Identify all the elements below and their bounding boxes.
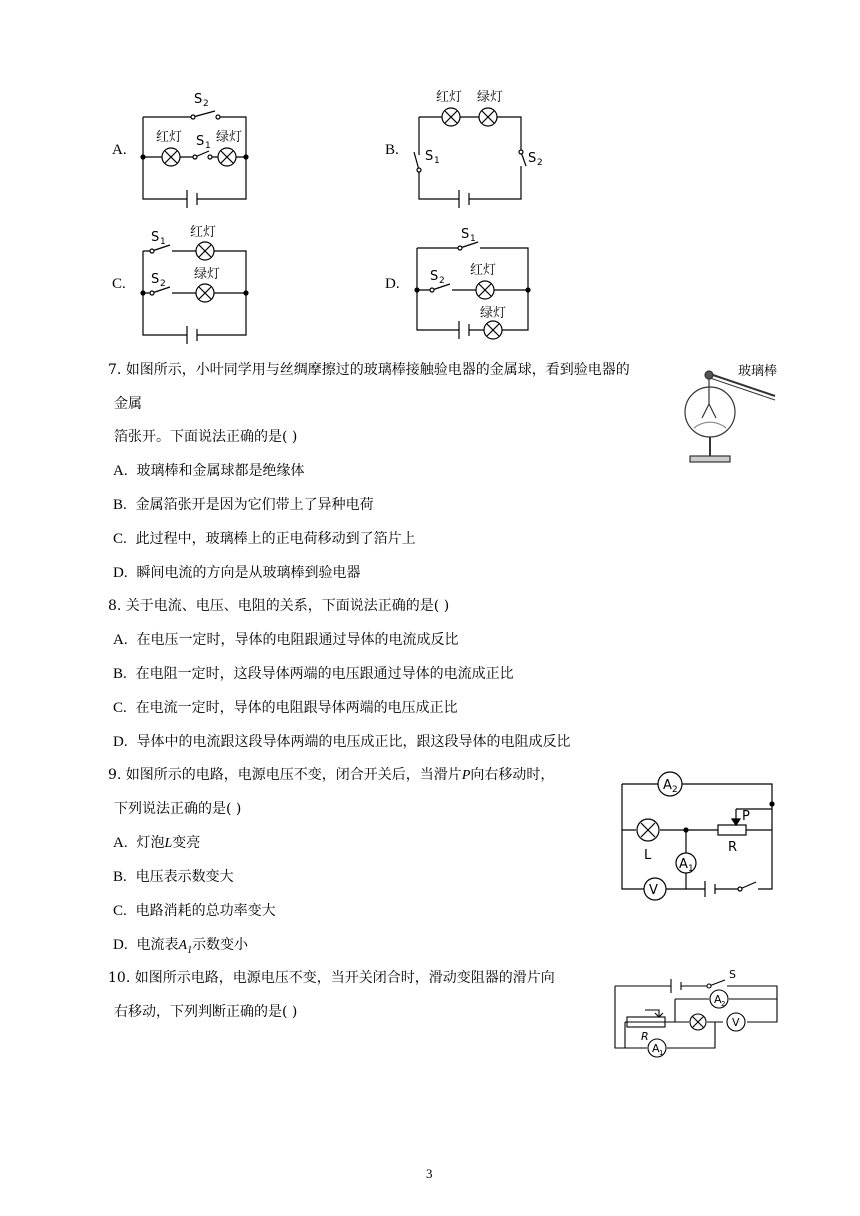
ammeter-a2-label: A xyxy=(714,993,722,1006)
q9-stem-pre: 9. 如图所示的电路，电源电压不变，闭合开关后，当滑片 xyxy=(108,767,462,783)
q9-stem-line2: 下列说法正确的是( ) xyxy=(114,801,242,817)
option-text: 在电阻一定时，这段导体两端的电压跟通过导体的电流成正比 xyxy=(135,666,514,682)
fig-subscript: 2 xyxy=(721,1000,726,1008)
option-letter: C. xyxy=(113,531,127,547)
rheostat-r-label: R xyxy=(641,1030,649,1043)
diagram-label-s2: S xyxy=(194,92,203,107)
voltmeter-v-label: V xyxy=(732,1016,740,1029)
diagram-subscript: 1 xyxy=(205,141,211,151)
option-text: 此过程中，玻璃棒上的正电荷移动到了箔片上 xyxy=(135,531,416,547)
diagram-subscript: 2 xyxy=(203,99,209,109)
option-letter: B. xyxy=(113,869,127,885)
diagram-label-s1: S xyxy=(461,227,470,242)
diagram-subscript: 1 xyxy=(434,156,440,166)
voltmeter-v-label: V xyxy=(649,883,658,898)
option-text: 导体中的电流跟这段导体两端的电压成正比，跟这段导体的电阻成反比 xyxy=(136,734,571,750)
diagram-label-green: 绿灯 xyxy=(477,90,504,105)
page-number: 3 xyxy=(426,1166,433,1181)
q10-circuit-figure xyxy=(605,965,785,1065)
slider-p-label: P xyxy=(742,809,750,824)
option-letter: D. xyxy=(113,937,128,953)
option-text: 在电压一定时，导体的电阻跟通过导体的电流成反比 xyxy=(136,632,459,648)
diagram-label-red: 红灯 xyxy=(156,130,183,145)
q8-stem: 8. 关于电流、电压、电阻的关系，下面说法正确的是( ) xyxy=(108,598,450,614)
option-letter: D. xyxy=(113,565,128,581)
option-text: 瞬间电流的方向是从玻璃棒到验电器 xyxy=(136,565,361,581)
diagram-label-s1: S xyxy=(151,230,160,245)
diagram-label-s2: S xyxy=(151,272,160,287)
q9-option-d xyxy=(113,935,248,961)
q8-option-d xyxy=(113,732,571,752)
option-text: 灯泡 xyxy=(136,835,165,851)
option-letter: C. xyxy=(113,903,127,919)
diagram-label-s2: S xyxy=(430,269,439,284)
diagram-label-green: 绿灯 xyxy=(194,267,221,282)
option-text: 电路消耗的总功率变大 xyxy=(135,903,276,919)
option-var: L xyxy=(164,836,173,851)
diagram-label-red: 红灯 xyxy=(436,90,463,105)
q7-option-a xyxy=(113,461,305,481)
option-var: A xyxy=(178,938,188,953)
q9-circuit-figure xyxy=(610,765,785,905)
diagram-label-s1: S xyxy=(425,149,434,164)
diagram-label-green: 绿灯 xyxy=(216,130,243,145)
q10-stem-line1: 10. 如图所示电路，电源电压不变，当开关闭合时，滑动变阻器的滑片向 xyxy=(108,970,555,986)
switch-s-label: S xyxy=(729,968,736,981)
q7-stem-line2: 金属 xyxy=(114,396,142,412)
option-text: 电压表示数变大 xyxy=(135,869,234,885)
electroscope-figure xyxy=(680,356,790,471)
circuit-c xyxy=(141,225,248,344)
option-text: 示数变小 xyxy=(192,937,249,953)
option-text: 玻璃棒和金属球都是绝缘体 xyxy=(136,463,305,479)
option-letter: D. xyxy=(113,734,128,750)
diagram-subscript: 2 xyxy=(537,158,543,168)
fig-subscript: 2 xyxy=(672,785,678,795)
option-text: 金属箔张开是因为它们带上了异种电荷 xyxy=(135,497,374,513)
option-letter: A. xyxy=(113,835,128,851)
ammeter-a1-label: A xyxy=(652,1042,660,1055)
fig-subscript: 1 xyxy=(659,1049,664,1057)
diagram-label-green: 绿灯 xyxy=(480,306,507,321)
q7-stem-line3: 箔张开。下面说法正确的是( ) xyxy=(114,429,298,445)
option-text: 变亮 xyxy=(172,835,201,851)
option-subscript: 1 xyxy=(187,944,193,956)
ammeter-a2-label: A xyxy=(663,778,672,793)
diagram-label-red: 红灯 xyxy=(470,263,497,278)
diagram-subscript: 2 xyxy=(439,276,445,286)
q10-stem-line2: 右移动，下列判断正确的是( ) xyxy=(114,1004,298,1020)
option-d-label: D. xyxy=(385,276,400,292)
q9-option-c xyxy=(113,901,276,921)
option-text: 在电流一定时，导体的电阻跟导体两端的电压成正比 xyxy=(135,700,458,716)
diagram-label-s1: S xyxy=(196,134,205,149)
option-b-label: B. xyxy=(385,142,399,158)
option-text: 电流表 xyxy=(136,937,179,953)
q7-stem-line1: 7. 如图所示，小叶同学用与丝绸摩擦过的玻璃棒接触验电器的金属球，看到验电器的 xyxy=(108,362,630,378)
circuit-a xyxy=(141,92,248,208)
q9-stem-line1 xyxy=(108,765,554,786)
option-letter: B. xyxy=(113,666,127,682)
circuit-b xyxy=(414,90,543,208)
option-letter: C. xyxy=(113,700,127,716)
circuit-d xyxy=(415,227,530,339)
q7-option-c xyxy=(113,529,416,549)
diagram-subscript: 2 xyxy=(160,279,166,289)
option-letter: A. xyxy=(113,463,128,479)
option-c-label: C. xyxy=(112,276,126,292)
q8-option-c xyxy=(113,698,458,718)
q9-option-b xyxy=(113,867,234,887)
diagram-label-s2: S xyxy=(528,151,537,166)
lamp-l-label: L xyxy=(644,848,652,863)
q9-stem-post: 向右移动时， xyxy=(470,767,555,783)
q7-option-d xyxy=(113,563,361,583)
q9-stem-var: P xyxy=(461,768,471,783)
option-a-label: A. xyxy=(112,142,127,158)
ammeter-a1-label: A xyxy=(679,857,688,872)
diagram-subscript: 1 xyxy=(160,237,166,247)
q8-option-a xyxy=(113,630,459,650)
q7-option-b xyxy=(113,495,374,515)
q8-option-b xyxy=(113,664,514,684)
rheostat-r-label: R xyxy=(728,840,738,855)
fig-subscript: 1 xyxy=(688,864,694,874)
diagram-subscript: 1 xyxy=(470,234,476,244)
diagram-label-red: 红灯 xyxy=(190,225,217,240)
glass-rod-label: 玻璃棒 xyxy=(738,364,778,379)
q9-option-a xyxy=(113,833,200,854)
option-circuit-diagrams xyxy=(0,0,860,360)
option-letter: B. xyxy=(113,497,127,513)
option-letter: A. xyxy=(113,632,128,648)
